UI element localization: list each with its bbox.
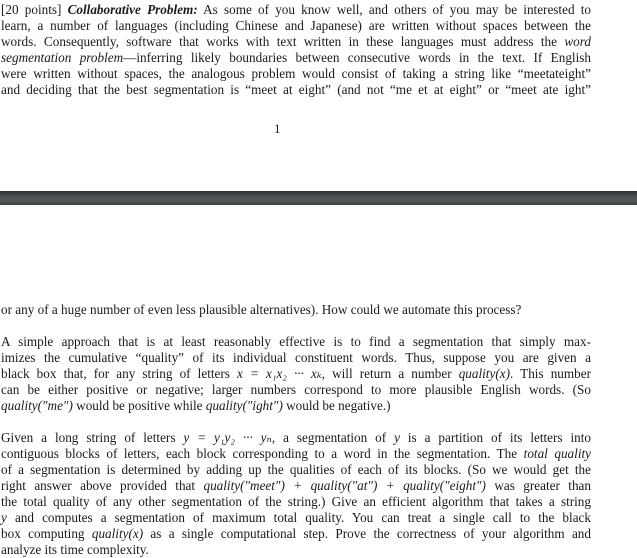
text-line: and deciding that the best segmentation is “meet at eight” (and not “me et at eight” or “meet ate ight” [1,82,591,97]
emphasis: word [564,34,592,49]
math-expression: y [394,430,400,445]
text-line: right answer above provided that quality("meet") + quality("at") + quality("eight") was greater than [1,478,591,493]
page-separator [0,191,637,205]
text-line: box computing quality(x) as a single computational step. Prove the correctness of your algorithm and [1,526,591,541]
text-line: [20 points] Collaborative Problem: As some of you know well, and others of you may be interested to [1,2,592,17]
emphasis: segmentation problem [1,50,124,65]
text-line: y and computes a segmentation of maximum total quality. You can treat a single call to the black [1,510,591,525]
pdf-page-1 [0,0,637,191]
math-expression: y = y₁y₂ ··· yₙ [183,430,272,445]
text-line: or any of a huge number of even less plausible alternatives). How could we automate this process? [1,302,522,317]
text-line: black box that, for any string of letters x = x₁x₂ ··· xₖ, will return a number quality(x). This number [1,366,591,381]
text-line: of a segmentation is determined by adding up the qualities of each of its blocks. (So we would get the [1,462,591,477]
text-line: contiguous blocks of letters, each block corresponding to a word in the segmentation. The total quality [1,446,591,461]
math-expression: y [1,510,7,525]
text-line: learn, a number of languages (including Chinese and Japanese) are written without spaces between the [1,18,591,33]
text-line: segmentation problem—inferring likely boundaries between consecutive words in the text. If English [1,50,591,65]
page-number: 1 [274,121,281,136]
emphasis: total quality [523,446,591,461]
problem-title: Collaborative Problem: [67,2,198,17]
math-expression: quality("me") [1,398,73,413]
text-line: can be either positive or negative; larger numbers correspond to more plausible English words. (So [1,382,591,397]
text-line: the total quality of any other segmentation of the string.) Give an efficient algorithm that takes a string [1,494,591,509]
text-line: words. Consequently, software that works with text written in these languages must address the word [1,34,592,49]
math-expression: quality("ight") [205,398,283,413]
given-paragraph [1,430,591,558]
text-line: A simple approach that is at least reasonably effective is to find a segmentation that simply max- [1,334,591,349]
continuation-paragraph [1,302,591,318]
text-line: imizes the cumulative “quality” of its individual constituent words. Thus, suppose you are given a [1,350,591,365]
text-line: quality("me") would be positive while quality("ight") would be negative.) [1,398,391,413]
math-expression: quality(x) [91,526,144,541]
text-line: were written without spaces, the analogous problem would consist of taking a string like “meetateight” [1,66,591,81]
math-expression: x = x₁x₂ ··· xₖ [237,366,322,381]
math-expression: quality("meet") + quality("at") + quality("eight") [203,478,486,493]
points-label: [20 points] [1,2,62,17]
problem-paragraph [1,2,591,98]
approach-paragraph [1,334,591,414]
text-line: analyze its time complexity. [1,542,149,557]
text-line: Given a long string of letters y = y₁y₂ ··· yₙ, a segmentation of y is a partition of its letters into [1,430,592,445]
math-expression: quality(x) [458,366,510,381]
